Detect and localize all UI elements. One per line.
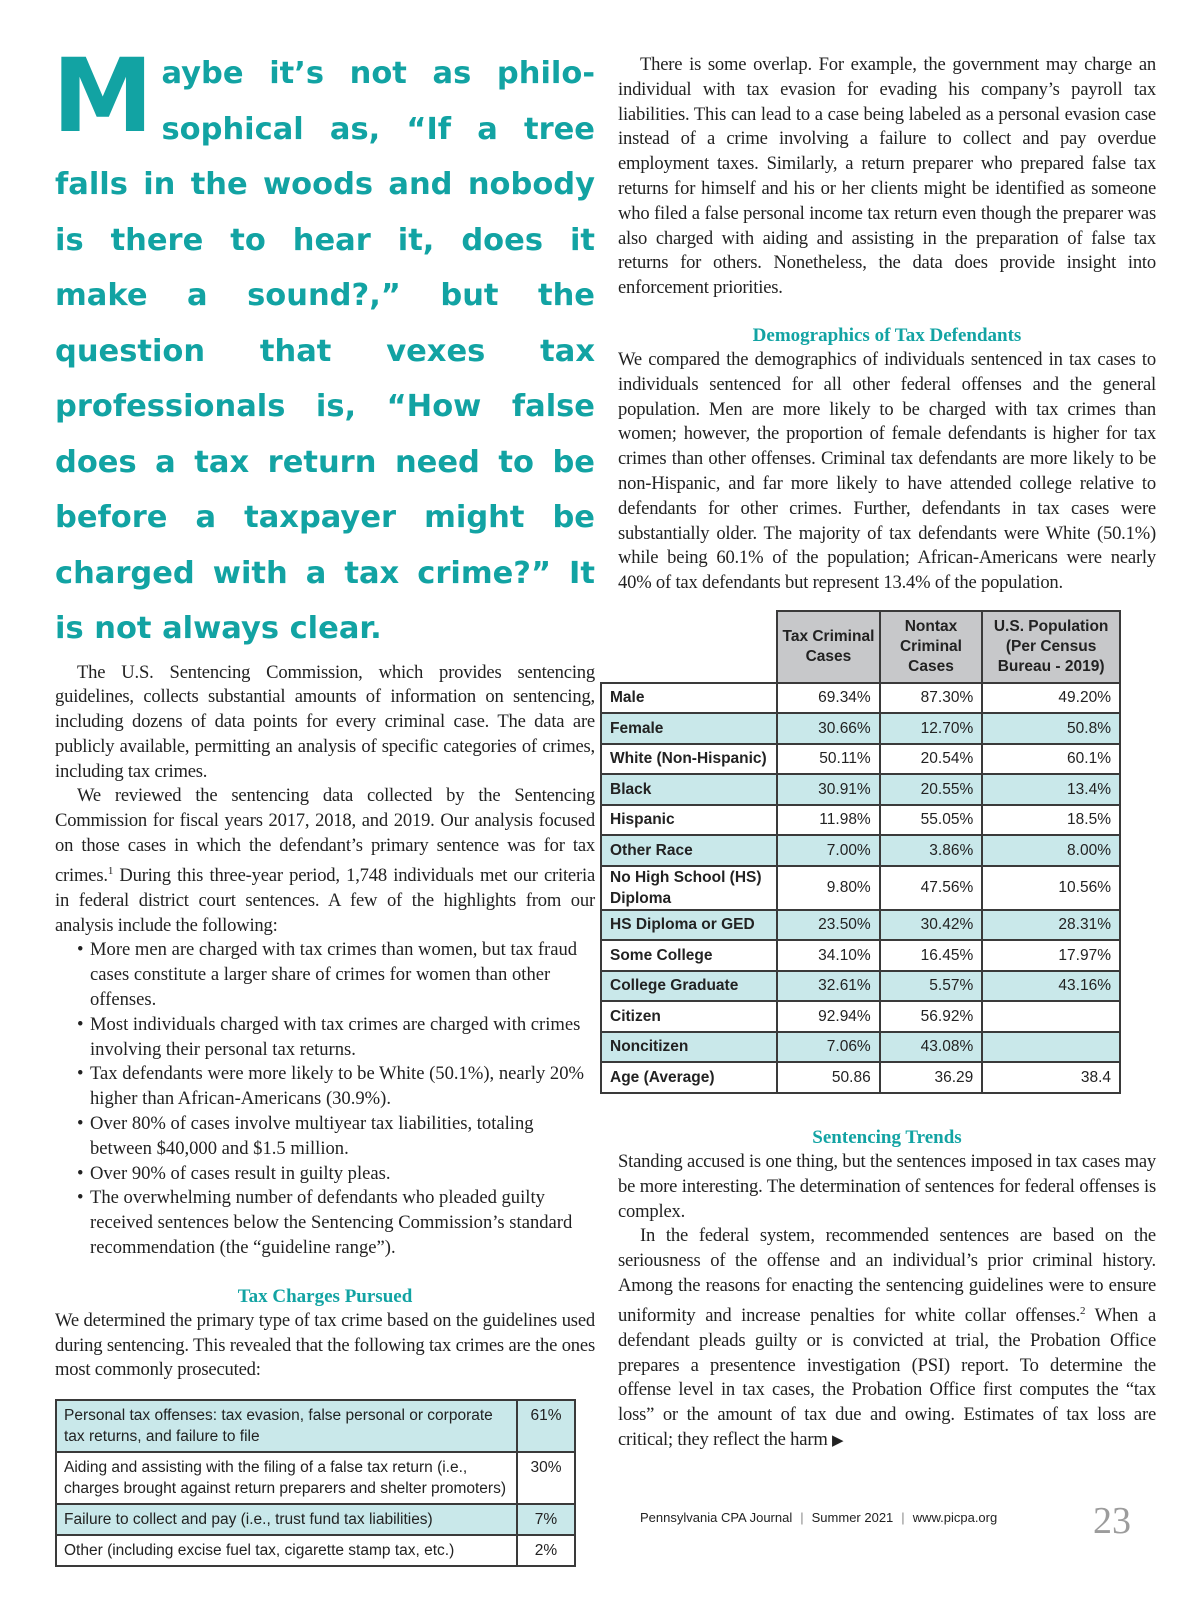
charge-label: Aiding and assisting with the filing of a false tax return (i.e., charges brought against return preparers and shelter promoters) [56, 1452, 517, 1504]
table-row [601, 1001, 1120, 1032]
charge-label: Failure to collect and pay (i.e., trust fund tax liabilities) [56, 1504, 517, 1535]
cell-nontax: 43.08% [880, 1032, 983, 1063]
highlights-list [77, 938, 595, 1260]
section-title-demographics: Demographics of Tax Defendants [752, 324, 1022, 346]
row-label: Age (Average) [601, 1062, 777, 1093]
table-row [601, 835, 1120, 866]
website-link[interactable]: www.picpa.org [912, 1510, 998, 1525]
section-title-trends: Sentencing Trends [812, 1126, 962, 1148]
charges-paragraph: We determined the primary type of tax crime based on the guidelines used during sentencing. This revealed that the following tax crimes are the ones most commonly prosecuted: [55, 1309, 595, 1381]
cell-tax: 11.98% [777, 805, 880, 836]
table-row [601, 713, 1120, 744]
cell-tax: 50.86 [777, 1062, 880, 1093]
continue-arrow-icon: ▶ [832, 1432, 844, 1449]
table-header-row [601, 611, 1120, 683]
cell-tax: 30.66% [777, 713, 880, 744]
cell-population: 28.31% [982, 910, 1120, 941]
column-header-tax: Tax Criminal Cases [777, 611, 880, 683]
cell-nontax: 3.86% [880, 835, 983, 866]
charge-label: Other (including excise fuel tax, cigarette stamp tax, etc.) [56, 1535, 517, 1566]
cell-population [982, 1032, 1120, 1063]
cell-nontax: 5.57% [880, 971, 983, 1002]
journal-name: Pennsylvania CPA Journal [640, 1510, 793, 1525]
table-row [56, 1504, 575, 1535]
section-title-charges: Tax Charges Pursued [237, 1285, 413, 1307]
left-column [52, 0, 595, 1567]
cell-tax: 32.61% [777, 971, 880, 1002]
row-label: Other Race [601, 835, 777, 866]
row-label: Some College [601, 940, 777, 971]
row-label: Male [601, 683, 777, 714]
cell-tax: 30.91% [777, 774, 880, 805]
table-row [56, 1452, 575, 1504]
table-row [56, 1535, 575, 1566]
table-row [56, 1400, 575, 1452]
list-item: • Tax defendants were more likely to be White (50.1%), nearly 20% higher than African-Americans (30.9%). [77, 1062, 595, 1112]
cell-population: 49.20% [982, 683, 1120, 714]
footnote-1: 1 [107, 864, 114, 877]
row-label: Hispanic [601, 805, 777, 836]
row-label: No High School (HS) Diploma [601, 866, 777, 910]
table-row [601, 910, 1120, 941]
demographics-paragraph: We compared the demographics of individuals sentenced in tax cases to individuals sentenced for all other federal offenses and the general population. Men are more likely to be charged with tax crimes than women; however, the proportion of female defendants is higher for tax crimes than other offenses. Criminal tax defendants are more likely to be non-Hispanic, and far more likely to have attended college relative to defendants for other crimes. Further, defendants in tax cases were substantially older. The majority of tax defendants were White (50.1%) while being 60.1% of the population; African-Americans were nearly 40% of tax defendants but represent 13.4% of the population. [618, 348, 1156, 594]
charges-table [55, 1399, 576, 1567]
cell-population: 18.5% [982, 805, 1120, 836]
cell-tax: 34.10% [777, 940, 880, 971]
right-paragraph-1: There is some overlap. For example, the government may charge an individual with tax evasion for evading his company’s payroll tax liabilities. This can lead to a case being labeled as a personal evasion case instead of a crime involving a failure to collect and pay overdue employment taxes. Similarly, a return preparer who prepared false tax returns for himself and his or her clients might be identified as someone who filed a false personal income tax return even though the preparer was also charged with aiding and assisting in the preparation of false tax returns for others. Nonetheless, the data does provide insight into enforcement priorities. [618, 54, 1156, 299]
row-label: White (Non-Hispanic) [601, 744, 777, 775]
list-item: • Most individuals charged with tax crimes are charged with crimes involving their personal tax returns. [77, 1013, 595, 1063]
cell-population: 13.4% [982, 774, 1120, 805]
list-item: • The overwhelming number of defendants who pleaded guilty received sentences below the Sentencing Commission’s standard recommendation (the “guideline range”). [77, 1186, 595, 1260]
left-paragraph-2: We reviewed the sentencing data collected by the Sentencing Commission for fiscal years 2017, 2018, and 2019. Our analysis focused on those cases in which the defendant’s primary sentence was for tax crimes.$^1$ During this three-year period, 1,748 individuals met our criteria in federal district court sentences. A few of the highlights from our analysis include the following: [55, 785, 595, 936]
row-label: College Graduate [601, 971, 777, 1002]
cell-population: 8.00% [982, 835, 1120, 866]
cell-population: 50.8% [982, 713, 1120, 744]
header-blank [601, 611, 777, 683]
cell-nontax: 56.92% [880, 1001, 983, 1032]
cell-tax: 92.94% [777, 1001, 880, 1032]
cell-tax: 69.34% [777, 683, 880, 714]
trends-paragraph-1: Standing accused is one thing, but the sentences imposed in tax cases may be more interesting. The determination of sentences for federal offenses is complex. [618, 1150, 1156, 1222]
row-label: Noncitizen [601, 1032, 777, 1063]
cell-population: 43.16% [982, 971, 1120, 1002]
cell-nontax: 36.29 [880, 1062, 983, 1093]
table-row [601, 805, 1120, 836]
table-row [601, 940, 1120, 971]
list-item: • Over 90% of cases result in guilty pleas. [77, 1162, 595, 1187]
cell-tax: 23.50% [777, 910, 880, 941]
cell-nontax: 55.05% [880, 805, 983, 836]
page-footer [640, 1510, 1160, 1525]
cell-nontax: 87.30% [880, 683, 983, 714]
cell-nontax: 47.56% [880, 866, 983, 910]
cell-tax: 50.11% [777, 744, 880, 775]
cell-tax: 7.00% [777, 835, 880, 866]
footer-separator: | [800, 1510, 804, 1525]
table-row [601, 866, 1120, 910]
intro-text: aybe it’s not as philo-sophical as, “If a tree falls in the woods and nobody is there to hear it, does it make a sound?,” but the question that vexes tax professionals is, “How false does a tax return need to be before a taxpayer might be charged with a tax crime?” It is not always clear. [55, 56, 595, 646]
cell-tax: 7.06% [777, 1032, 880, 1063]
column-header-population: U.S. Population (Per Census Bureau - 2019) [982, 611, 1120, 683]
trends-paragraph-2: In the federal system, recommended sentences are based on the seriousness of the offense and an individual’s prior criminal history. Among the reasons for enacting the sentencing guidelines were to ensure uniformity and increase penalties for white collar offenses.$^2$ When a defendant pleads guilty or is convicted at trial, the Probation Office prepares a presentence investigation (PSI) report. To determine the offense level in tax cases, the Probation Office first computes the “tax loss” or the amount of tax due and owing. Estimates of tax loss are critical; they reflect the harm ▶ [618, 1225, 1156, 1450]
table-row [601, 774, 1120, 805]
column-header-nontax: Nontax Criminal Cases [880, 611, 983, 683]
row-label: Female [601, 713, 777, 744]
cell-population: 17.97% [982, 940, 1120, 971]
right-column [610, 0, 1156, 1454]
charge-label: Personal tax offenses: tax evasion, false personal or corporate tax returns, and failure to file [56, 1400, 517, 1452]
cell-population: 38.4 [982, 1062, 1120, 1093]
cell-population [982, 1001, 1120, 1032]
cell-nontax: 20.54% [880, 744, 983, 775]
cell-population: 10.56% [982, 866, 1120, 910]
charge-percent: 61% [517, 1400, 575, 1452]
cell-population: 60.1% [982, 744, 1120, 775]
cell-nontax: 16.45% [880, 940, 983, 971]
page-number: 23 [1093, 1500, 1131, 1542]
footer-separator: | [901, 1510, 905, 1525]
table-row [601, 1032, 1120, 1063]
list-item: • Over 80% of cases involve multiyear tax liabilities, totaling between $40,000 and $1.5 million. [77, 1112, 595, 1162]
table-row [601, 971, 1120, 1002]
table-row [601, 683, 1120, 714]
cell-tax: 9.80% [777, 866, 880, 910]
demographics-table [600, 610, 1121, 1094]
left-paragraph-1: The U.S. Sentencing Commission, which provides sentencing guidelines, collects substantial amounts of information on sentencing, including dozens of data points for every criminal case. The data are publicly available, permitting an analysis of specific categories of crimes, including tax crimes. [55, 661, 595, 782]
row-label: Citizen [601, 1001, 777, 1032]
footnote-2: 2 [1080, 1304, 1086, 1317]
issue-date: Summer 2021 [811, 1510, 894, 1525]
charge-percent: 2% [517, 1535, 575, 1566]
table-row [601, 744, 1120, 775]
row-label: Black [601, 774, 777, 805]
table-row [601, 1062, 1120, 1093]
cell-nontax: 20.55% [880, 774, 983, 805]
charge-percent: 7% [517, 1504, 575, 1535]
charge-percent: 30% [517, 1452, 575, 1504]
list-item: • More men are charged with tax crimes than women, but tax fraud cases constitute a larger share of crimes for women than other offenses. [77, 938, 595, 1012]
row-label: HS Diploma or GED [601, 910, 777, 941]
cell-nontax: 12.70% [880, 713, 983, 744]
intro-pullquote [52, 37, 595, 657]
drop-cap: M [52, 37, 154, 156]
cell-nontax: 30.42% [880, 910, 983, 941]
